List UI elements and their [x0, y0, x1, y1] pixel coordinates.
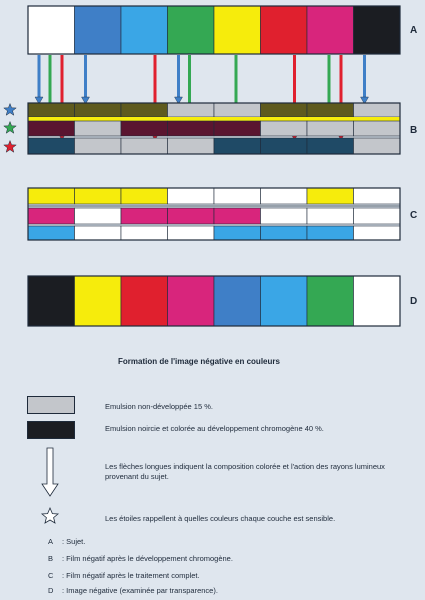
row-d-cell-0: [28, 276, 75, 326]
legend-black-swatch: [27, 421, 75, 439]
row-b-top-cell-1: [75, 103, 122, 117]
row-c-top-cell-7: [354, 188, 401, 204]
row-b-top-cell-0: [28, 103, 75, 117]
row-b-mid-cell-5: [261, 121, 308, 136]
row-d-cell-2: [121, 276, 168, 326]
legend-gray-swatch: [27, 396, 75, 414]
red-star-icon: [4, 141, 16, 153]
row-c-top-cell-1: [75, 188, 122, 204]
row-d-cell-1: [75, 276, 122, 326]
row-a-cell-3: [168, 6, 215, 54]
row-letter-c: C: [410, 210, 418, 221]
row-d-cell-5: [261, 276, 308, 326]
row-c-bottom-cell-7: [354, 226, 401, 240]
row-a-cell-0: [28, 6, 75, 54]
row-a-cell-1: [75, 6, 122, 54]
row-a-cell-7: [354, 6, 401, 54]
row-c-mid-cell-4: [214, 208, 261, 224]
row-c-top-cell-4: [214, 188, 261, 204]
note-text-d: : Image négative (examinée par transparence).: [62, 586, 218, 595]
legend-gray-text: Emulsion non-développée 15 %.: [105, 402, 213, 411]
note-letter-b: B: [48, 554, 54, 563]
row-b-bottom-cell-1: [75, 138, 122, 154]
row-b-bottom-cell-0: [28, 138, 75, 154]
row-c-bottom-cell-6: [307, 226, 354, 240]
legend-black-text: Emulsion noircie et colorée au développement chromogène 40 %.: [105, 424, 324, 433]
legend-star-icon: [42, 508, 58, 523]
row-c-mid-cell-6: [307, 208, 354, 224]
row-a-cell-6: [307, 6, 354, 54]
row-b-mid-cell-7: [354, 121, 401, 136]
row-b-top-cell-2: [121, 103, 168, 117]
row-c-mid-cell-0: [28, 208, 75, 224]
row-c-mid-cell-7: [354, 208, 401, 224]
row-c-mid-cell-2: [121, 208, 168, 224]
note-letter-a: A: [48, 537, 54, 546]
row-c-processed-film: [28, 188, 400, 240]
sensitivity-stars: [4, 104, 16, 153]
row-d-cell-7: [354, 276, 401, 326]
row-d-cell-6: [307, 276, 354, 326]
legend-star-text: Les étoiles rappellent à quelles couleurs chaque couche est sensible.: [105, 514, 336, 523]
row-c-top-cell-3: [168, 188, 215, 204]
row-b-bottom-cell-7: [354, 138, 401, 154]
row-a-cell-2: [121, 6, 168, 54]
note-letter-c: C: [48, 571, 54, 580]
diagram-title: Formation de l'image négative en couleurs: [118, 357, 280, 366]
note-text-a: : Sujet.: [62, 537, 86, 546]
note-letter-d: D: [48, 586, 54, 595]
row-c-bottom-cell-3: [168, 226, 215, 240]
legend-graphics: [42, 448, 58, 523]
row-c-mid-cell-1: [75, 208, 122, 224]
row-b-bottom-cell-5: [261, 138, 308, 154]
row-a-subject: [28, 6, 400, 54]
row-a-cell-4: [214, 6, 261, 54]
legend-arrow-text: Les flèches longues indiquent la composition colorée et l'action des rayons lumineux provenant du sujet.: [105, 462, 385, 481]
row-b-top-cell-7: [354, 103, 401, 117]
row-c-top-cell-6: [307, 188, 354, 204]
row-letter-b: B: [410, 125, 418, 136]
row-c-bottom-cell-4: [214, 226, 261, 240]
row-b-top-cell-6: [307, 103, 354, 117]
row-c-top-cell-0: [28, 188, 75, 204]
row-b-mid-cell-2: [121, 121, 168, 136]
green-star-icon: [4, 122, 16, 134]
row-b-bottom-cell-6: [307, 138, 354, 154]
row-d-cell-3: [168, 276, 215, 326]
row-b-developed-film: [28, 103, 400, 154]
row-b-top-cell-5: [261, 103, 308, 117]
row-c-top-cell-5: [261, 188, 308, 204]
row-c-bottom-cell-1: [75, 226, 122, 240]
row-c-bottom-cell-0: [28, 226, 75, 240]
row-c-bottom-cell-5: [261, 226, 308, 240]
row-a-cell-5: [261, 6, 308, 54]
row-b-top-cell-4: [214, 103, 261, 117]
blue-star-icon: [4, 104, 16, 116]
row-c-top-cell-2: [121, 188, 168, 204]
row-b-mid-cell-4: [214, 121, 261, 136]
row-letter-a: A: [410, 25, 418, 36]
legend-arrow-icon: [42, 448, 58, 496]
row-d-negative-image: [28, 276, 400, 326]
row-b-bottom-cell-2: [121, 138, 168, 154]
row-c-mid-cell-5: [261, 208, 308, 224]
row-b-mid-cell-0: [28, 121, 75, 136]
row-b-bottom-cell-4: [214, 138, 261, 154]
note-text-b: : Film négatif après le développement chromogène.: [62, 554, 233, 563]
row-b-yellow-filter: [28, 117, 400, 121]
row-b-mid-cell-6: [307, 121, 354, 136]
row-c-bottom-cell-2: [121, 226, 168, 240]
row-b-top-cell-3: [168, 103, 215, 117]
row-b-mid-cell-1: [75, 121, 122, 136]
note-text-c: : Film négatif après le traitement complet.: [62, 571, 200, 580]
row-c-mid-cell-3: [168, 208, 215, 224]
row-d-cell-4: [214, 276, 261, 326]
row-letter-d: D: [410, 296, 418, 307]
row-b-mid-cell-3: [168, 121, 215, 136]
row-b-bottom-cell-3: [168, 138, 215, 154]
